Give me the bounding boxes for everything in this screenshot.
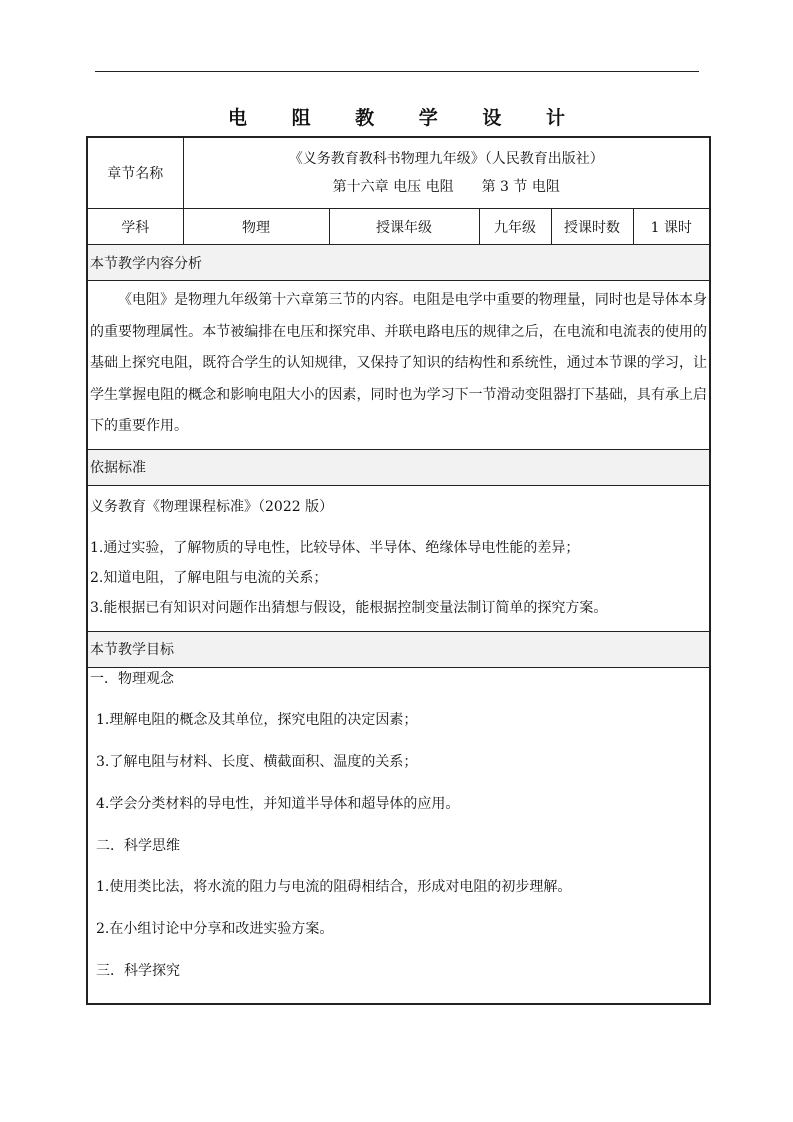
chapter-section: 第十六章 电压 电阻 第 3 节 电阻: [332, 179, 560, 195]
chapter-label: 章节名称: [87, 137, 183, 209]
standard-item: 2.知道电阻，了解电阻与电流的关系；: [90, 569, 328, 586]
lesson-plan-table: [86, 136, 711, 1005]
grade-label: 授课年级: [329, 209, 479, 245]
analysis-text: 《电阻》是物理九年级第十六章第三节的内容。电阻是电学中重要的物理量，同时也是导体本身的重要物理属性。本节被编排在电压和探究串、并联电路电压的规律之后，在电流和电流表的使用的基础上探究电阻，既符合学生的认知规律，又保持了知识的结构性和系统性，通过本节课的学习，让学生掌握电阻的概念和影响电阻大小的因素，同时也为学习下一节滑动变阻器打下基础，具有承上启下的重要作用。: [87, 281, 710, 450]
goal-item: 1.理解电阻的概念及其单位，探究电阻的决定因素；: [96, 712, 418, 729]
meta-row: [87, 209, 710, 245]
goals-content-row: [87, 667, 710, 1004]
standard-item: 3.能根据已有知识对问题作出猜想与假设，能根据控制变量法制订简单的探究方案。: [90, 599, 608, 616]
standard-heading-row: [87, 449, 710, 485]
header-rule: [95, 71, 699, 72]
goals-content: [87, 667, 710, 1004]
grade-value: 九年级: [479, 209, 551, 245]
standard-source: 义务教育《物理课程标准》（2022 版）: [90, 498, 334, 515]
goal-section-heading: 二．科学思维: [96, 837, 180, 854]
analysis-heading-row: [87, 245, 710, 281]
chapter-value: [183, 137, 710, 209]
hours-value: 1 课时: [633, 209, 710, 245]
subject-label: 学科: [87, 209, 183, 245]
goals-heading: 本节教学目标: [87, 631, 710, 667]
analysis-heading: 本节教学内容分析: [87, 245, 710, 281]
chapter-book: 《义务教育教科书物理九年级》（人民教育出版社）: [288, 151, 604, 167]
analysis-content-row: [87, 281, 710, 450]
standard-item: 1.通过实验，了解物质的导电性，比较导体、半导体、绝缘体导电性能的差异；: [90, 539, 580, 556]
standard-content: [87, 485, 710, 631]
goal-item: 1.使用类比法，将水流的阻力与电流的阻碍相结合，形成对电阻的初步理解。: [96, 879, 572, 896]
goal-section-heading: 一．物理观念: [90, 670, 174, 687]
subject-value: 物理: [183, 209, 329, 245]
standard-content-row: [87, 485, 710, 631]
standard-heading: 依据标准: [87, 449, 710, 485]
hours-label: 授课时数: [551, 209, 633, 245]
document-title: 电 阻 教 学 设 计: [227, 107, 585, 129]
goal-item: 3.了解电阻与材料、长度、横截面积、温度的关系；: [96, 754, 418, 771]
goals-heading-row: [87, 631, 710, 667]
goal-section-heading: 三．科学探究: [96, 963, 180, 980]
chapter-row: [87, 137, 710, 209]
goal-item: 2.在小组讨论中分享和改进实验方案。: [96, 921, 334, 938]
goal-item: 4.学会分类材料的导电性，并知道半导体和超导体的应用。: [96, 795, 460, 812]
